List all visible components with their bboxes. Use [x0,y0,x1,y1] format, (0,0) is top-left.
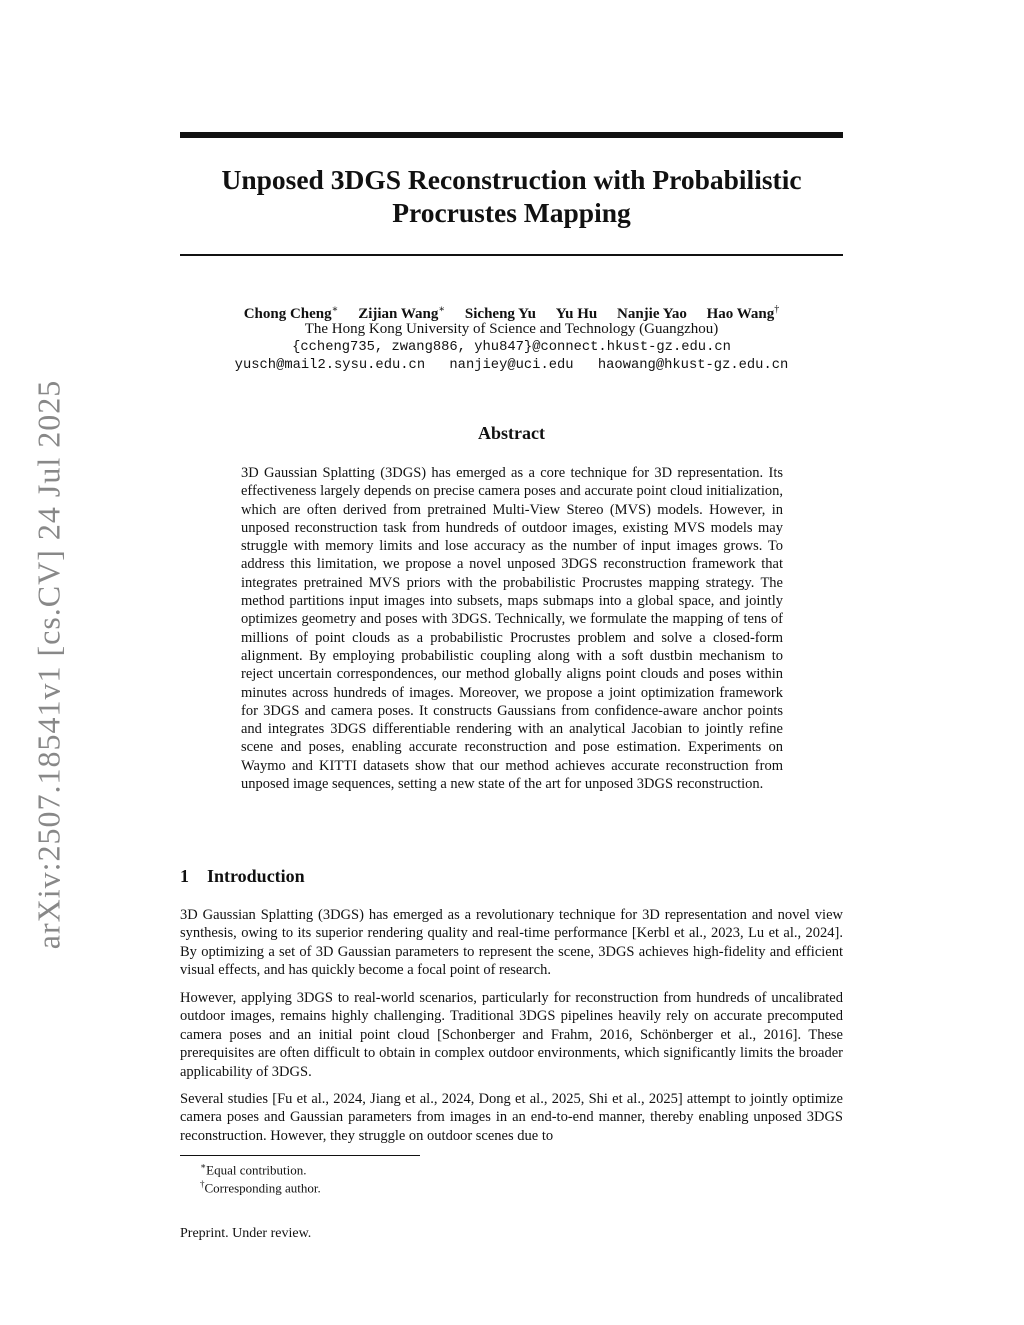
author: Chong Cheng∗ [243,304,339,322]
paper-title-line-2: Procrustes Mapping [392,197,631,228]
author: Sicheng Yu [464,306,536,322]
preprint-notice: Preprint. Under review. [180,1226,312,1241]
section-title: Introduction [207,866,305,886]
affiliation: The Hong Kong University of Science and Technology (Guangzhou) [304,321,719,337]
email-line-1: {ccheng735, zwang886, yhu847}@connect.hkust-gz.edu.cn [292,340,731,355]
email-address: yusch@mail2.sysu.edu.cn [234,358,426,373]
paper-title-line-1: Unposed 3DGS Reconstruction with Probabilistic [221,164,802,195]
abstract-heading: Abstract [478,423,545,443]
author: Zijian Wang∗ [358,304,446,322]
intro-paragraph-1: 3D Gaussian Splatting (3DGS) has emerged as a revolutionary technique for 3D representation and novel view synthesis, owing to its superior rendering quality and real-time performance [Kerbl et al., 2023, Lu et al., 2024]. By optimizing a set of 3D Gaussian parameters to represent the scene, 3DGS achieves high-fidelity and efficient visual effects, and has quickly become a focal point of research. [180,907,843,979]
email-address: haowang@hkust-gz.edu.cn [597,358,789,373]
intro-paragraph-3: Several studies [Fu et al., 2024, Jiang et al., 2024, Dong et al., 2025, Shi et al., 2025] attempt to jointly optimize camera poses and Gaussian parameters from images in an end-to-end manner, thereby enabling unposed 3DGS reconstruction. However, they struggle on outdoor scenes due to [180,1091,843,1144]
section-heading-introduction [180,865,305,887]
footnote-corresponding-author: †Corresponding author. [200,1179,321,1196]
author: Hao Wang† [706,304,780,322]
section-number: 1 [180,866,189,886]
arxiv-identifier-stamp [30,378,67,950]
author: Yu Hu [555,306,598,322]
intro-paragraph-2: However, applying 3DGS to real-world scenarios, particularly for reconstruction from hundreds of uncalibrated outdoor images, remains highly challenging. Traditional 3DGS pipelines heavily rely on accurate precomputed camera poses and an initial point cloud [Schonberger and Frahm, 2016, Schönberger et al., 2016]. These prerequisites are often difficult to obtain in complex outdoor environments, which significantly limits the broader applicability of 3DGS. [180,990,843,1080]
abstract-text: 3D Gaussian Splatting (3DGS) has emerged as a core technique for 3D representation. Its effectiveness largely depends on precise camera poses and accurate point cloud initialization, which are often derived from pretrained Multi-View Stereo (MVS) models. However, in unposed reconstruction task from hundreds of outdoor images, existing MVS models may struggle with memory limits and lose accuracy as the number of input images grows. To address this limitation, we propose a novel unposed 3DGS reconstruction framework that integrates pretrained MVS priors with the probabilistic Procrustes mapping strategy. The method partitions input images into subsets, maps submaps into a global space, and jointly optimizes geometry and poses with 3DGS. Technically, we formulate the mapping of tens of millions of point clouds as a probabilistic Procrustes problem and solve a closed-form alignment. By employing probabilistic coupling along with a soft dustbin mechanism to reject uncertain correspondences, our method globally aligns point clouds and poses within minutes across hundreds of images. Moreover, we propose a joint optimization framework for 3DGS and camera poses. It constructs Gaussians from confidence-aware anchor points and integrates 3DGS differentiable rendering with an analytical Jacobian to jointly refine scene and poses, enabling accurate reconstruction and pose estimation. Experiments on Waymo and KITTI datasets show that our method achieves accurate reconstruction from unposed image sequences, setting a new state of the art for unposed 3DGS reconstruction. [241,465,783,793]
footnote-rule [180,1155,420,1156]
paper-title [180,163,843,229]
title-rule-bottom [180,254,843,256]
arxiv-stamp-text: arXiv:2507.18541v1 [cs.CV] 24 Jul 2025 [30,379,67,949]
author: Nanjie Yao [617,306,687,322]
email-address: nanjiey@uci.edu [449,358,574,373]
email-line-2 [180,357,843,375]
title-rule-top [180,132,843,138]
footnote-equal-contribution: ∗Equal contribution. [200,1161,307,1178]
